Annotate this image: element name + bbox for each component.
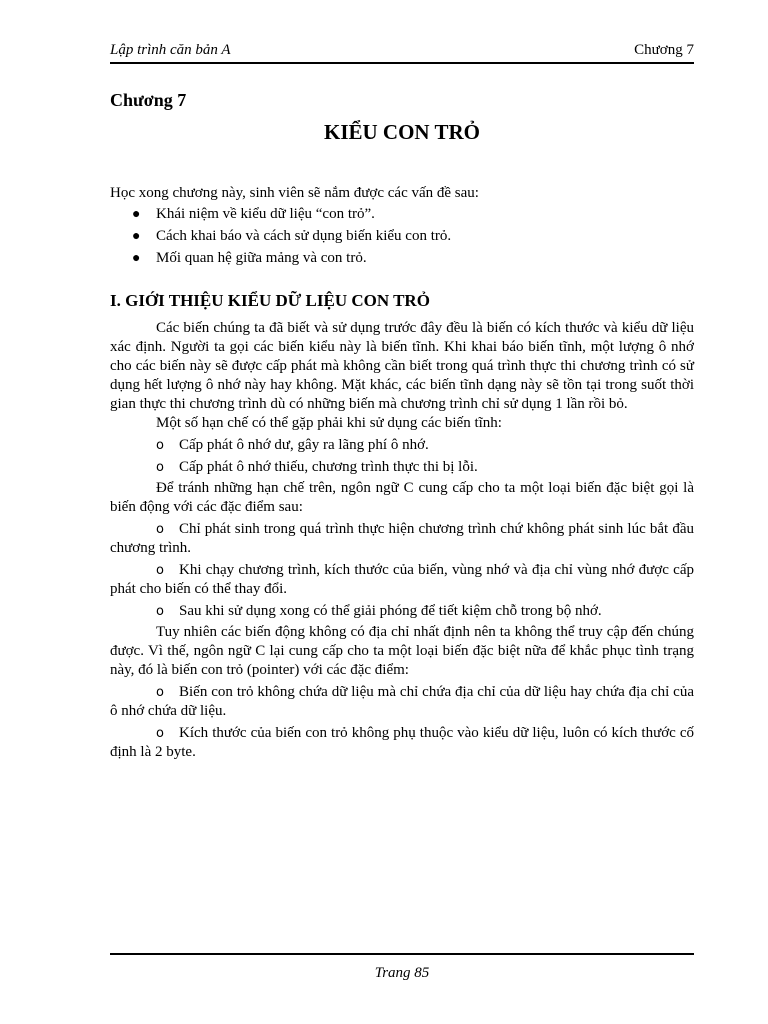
paragraph: Tuy nhiên các biến động không có địa chỉ nhất định nên ta không thể truy cập đến chúng được. Vì thế, ngôn ngữ C lại cung cấp cho ta một loại biến đặc biệt nữa để khắc phục tình trạng này, đó là biến con trỏ (pointer) với các đặc điểm: bbox=[110, 624, 694, 678]
circle-bullet-icon: o bbox=[156, 726, 164, 741]
list-item: o Khi chạy chương trình, kích thước của biến, vùng nhớ và địa chỉ vùng nhớ được cấp phát cho biến có thể thay đổi. bbox=[110, 562, 694, 597]
chapter-label: Chương 7 bbox=[110, 90, 187, 110]
page-header bbox=[110, 40, 694, 64]
page-footer bbox=[110, 953, 694, 982]
list-item: o Biến con trỏ không chứa dữ liệu mà chỉ chứa địa chỉ của dữ liệu hay chứa địa chỉ của ô nhớ chứa dữ liệu. bbox=[110, 684, 694, 719]
list-item: ● Khái niệm về kiểu dữ liệu “con trỏ”. bbox=[132, 206, 375, 222]
circle-bullet-icon: o bbox=[156, 460, 164, 475]
header-chapter: Chương 7 bbox=[634, 42, 694, 58]
list-item: ● Mối quan hệ giữa mảng và con trỏ. bbox=[132, 250, 367, 266]
list-item: ● Cách khai báo và cách sử dụng biến kiểu con trỏ. bbox=[132, 228, 452, 244]
list-item: o Cấp phát ô nhớ thiếu, chương trình thực thi bị lỗi. bbox=[156, 459, 478, 475]
intro-text: Học xong chương này, sinh viên sẽ nắm được các vấn đề sau: bbox=[110, 185, 479, 201]
list-item: o Cấp phát ô nhớ dư, gây ra lãng phí ô nhớ. bbox=[156, 437, 429, 453]
circle-bullet-icon: o bbox=[156, 563, 164, 578]
paragraph: Các biến chúng ta đã biết và sử dụng trước đây đều là biến có kích thước và kiểu dữ liệu xác định. Người ta gọi các biến kiểu này là biến tĩnh. Khi khai báo biến tĩnh, một lượng ô nhớ cho các biến này sẽ được cấp phát mà không cần biết trong quá trình thực thi chương trình có sử dụng hết lượng ô nhớ này hay không. Mặt khác, các biến tĩnh dạng này sẽ tồn tại trong suốt thời gian thực thi chương trình dù có những biến mà chương trình chỉ sử dụng 1 lần rồi bỏ. bbox=[110, 320, 694, 412]
bullet-icon: ● bbox=[132, 251, 141, 266]
page-content bbox=[110, 88, 694, 764]
circle-bullet-icon: o bbox=[156, 522, 164, 537]
chapter-title: KIỂU CON TRỎ bbox=[324, 120, 480, 144]
objectives-list bbox=[110, 205, 694, 268]
circle-bullet-icon: o bbox=[156, 438, 164, 453]
circle-bullet-icon: o bbox=[156, 604, 164, 619]
page-number: Trang 85 bbox=[374, 965, 430, 981]
header-course-title: Lập trình căn bản A bbox=[110, 42, 231, 58]
circle-bullet-icon: o bbox=[156, 685, 164, 700]
list-item: o Kích thước của biến con trỏ không phụ thuộc vào kiểu dữ liệu, luôn có kích thước cố định là 2 byte. bbox=[110, 725, 694, 760]
paragraph: Để tránh những hạn chế trên, ngôn ngữ C cung cấp cho ta một loại biến đặc biệt gọi là biến động với các đặc điểm sau: bbox=[110, 480, 694, 515]
bullet-icon: ● bbox=[132, 207, 141, 222]
list-item: o Chỉ phát sinh trong quá trình thực hiện chương trình chứ không phát sinh lúc bắt đầu chương trình. bbox=[110, 521, 694, 556]
bullet-icon: ● bbox=[132, 229, 141, 244]
section-heading: I. GIỚI THIỆU KIỂU DỮ LIỆU CON TRỎ bbox=[110, 291, 430, 310]
paragraph: Một số hạn chế có thể gặp phải khi sử dụng các biến tĩnh: bbox=[156, 415, 502, 431]
list-item: o Sau khi sử dụng xong có thể giải phóng để tiết kiệm chỗ trong bộ nhớ. bbox=[156, 603, 602, 619]
